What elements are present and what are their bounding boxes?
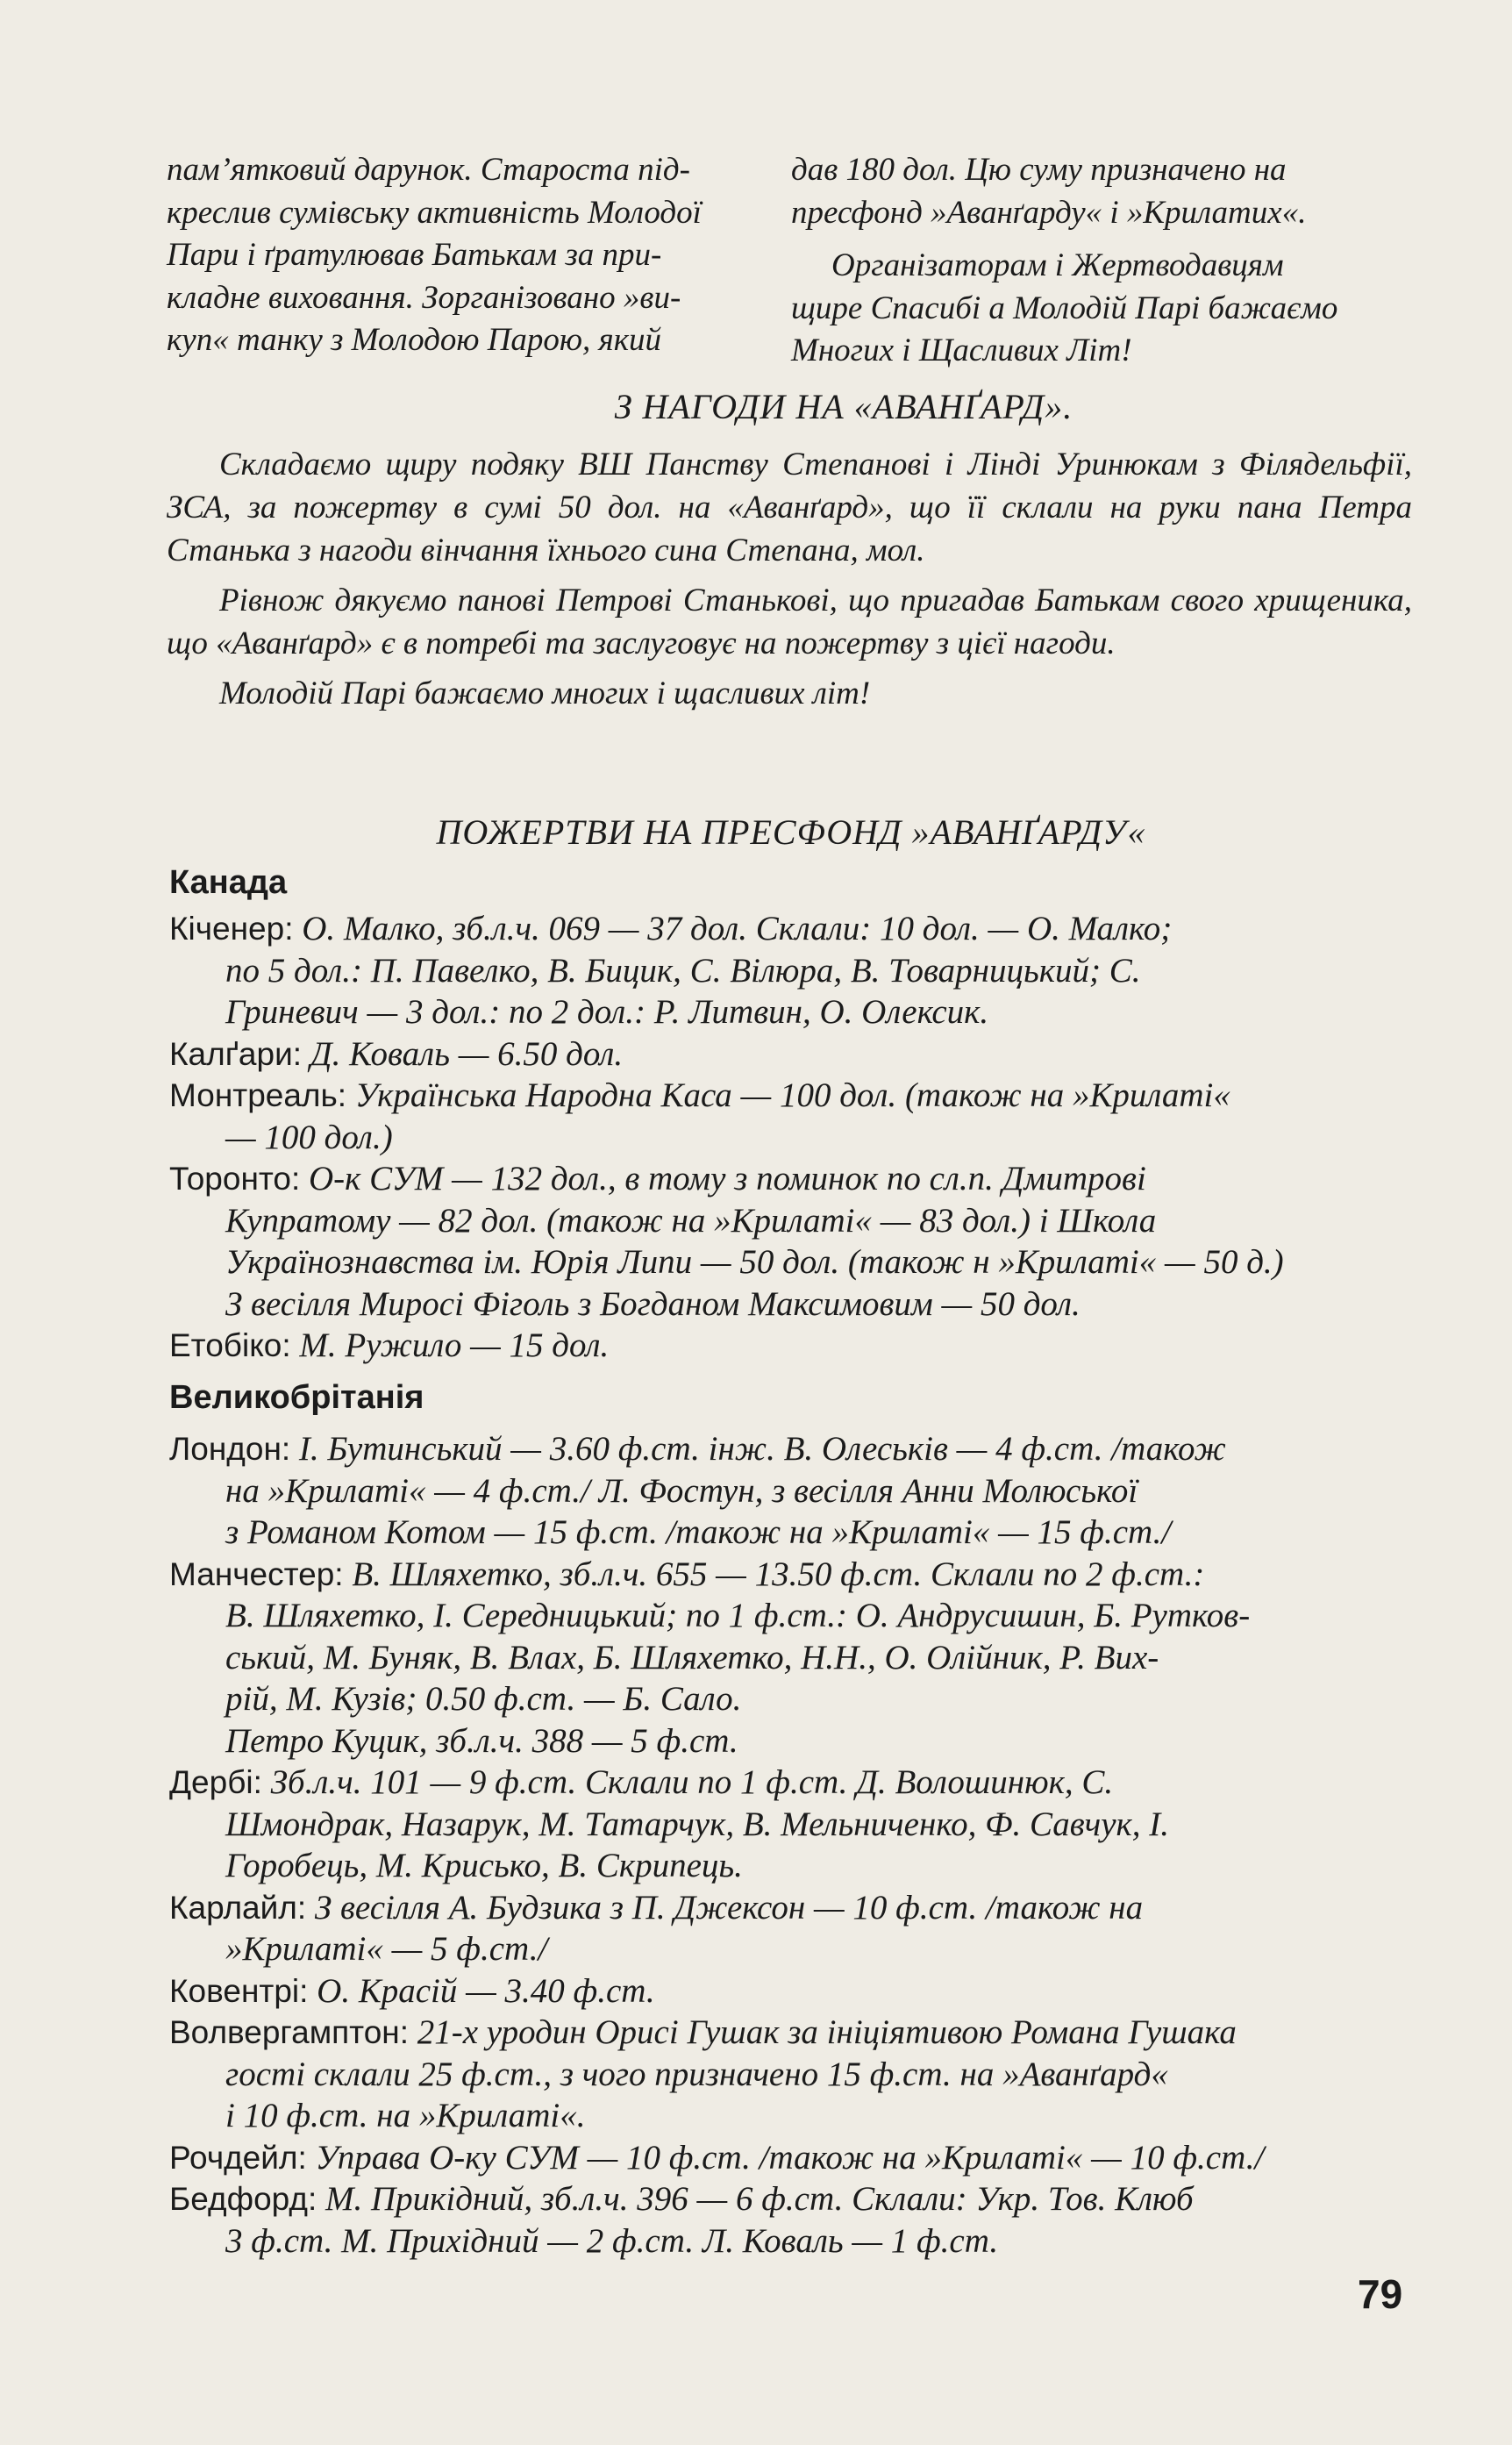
donation-text: М. Ружило — 15 дол. xyxy=(299,1326,610,1364)
paragraph: Молодій Парі бажаємо многих і щасливих літ! xyxy=(219,676,871,711)
donation-text: О-к СУМ — 132 дол., в тому з поминок по сл.п. Дмитрові xyxy=(309,1160,1146,1197)
donation-continuation: Гриневич — 3 дол.: по 2 дол.: Р. Литвин, О. Олексик. xyxy=(225,993,989,1031)
donation-text: Зб.л.ч. 101 — 9 ф.ст. Склали по 1 ф.ст. Д. Волошинюк, С. xyxy=(270,1763,1114,1801)
right-line: Многих і Щасливих Літ! xyxy=(791,332,1132,368)
right-column xyxy=(791,149,1416,373)
city-label: Калґари: xyxy=(169,1035,303,1072)
donation-continuation: — 100 дол.) xyxy=(225,1118,393,1156)
right-line: дав 180 дол. Цю суму призначено на xyxy=(791,152,1287,188)
donation-continuation: »Крилаті« — 5 ф.ст./ xyxy=(225,1930,548,1968)
donation-continuation: з Романом Котом — 15 ф.ст. /також на »Крилаті« — 15 ф.ст./ xyxy=(225,1513,1172,1551)
donation-text: 21-х уродин Орисі Гушак за ініціятивою Романа Гушака xyxy=(417,2013,1237,2051)
donation-entry xyxy=(169,2012,1415,2137)
donation-text: Українська Народна Каса — 100 дол. (також на »Крилаті« xyxy=(354,1076,1230,1114)
donation-entry xyxy=(169,1887,1415,1970)
paragraph: Рівнож дякуємо панові Петрові Станькові, що пригадав Батькам свого хрищеника, що «Аванґард» є в потребі та заслуговує на пожертву з цієї нагоди. xyxy=(167,583,1412,661)
donation-continuation: Українознавства ім. Юрія Липи — 50 дол. (також н »Крилаті« — 50 д.) xyxy=(225,1243,1284,1281)
donation-continuation: З весілля Миросі Фіголь з Богданом Максимовим — 50 дол. xyxy=(225,1284,1081,1323)
city-label: Бедфорд: xyxy=(169,2181,317,2217)
donation-entry xyxy=(169,908,1415,1033)
donation-continuation: Горобець, М. Крисько, В. Скрипець. xyxy=(225,1847,743,1884)
donation-entry xyxy=(169,1970,1415,2012)
paragraph: Складаємо щиру подяку ВШ Панству Степанові і Лінді Уринюкам з Філядельфії, ЗСА, за пожертву в сумі 50 дол. на «Аванґард», що її склали на руки пана Петра Станька з нагоди вінчання їхнього сина Степана, мол. xyxy=(167,447,1412,568)
city-label: Кіченер: xyxy=(169,911,294,947)
donation-text: О. Малко, зб.л.ч. 069 — 37 дол. Склали: 10 дол. — О. Малко; xyxy=(302,910,1173,947)
city-label: Дербі: xyxy=(169,1764,262,1800)
donation-continuation: рій, М. Кузів; 0.50 ф.ст. — Б. Сало. xyxy=(225,1680,742,1718)
country-heading-canada: Канада xyxy=(169,864,288,901)
city-label: Карлайл: xyxy=(169,1889,307,1926)
donation-text: Д. Коваль — 6.50 дол. xyxy=(310,1034,624,1073)
left-line: кладне виховання. Зорганізовано »ви- xyxy=(167,279,681,316)
donation-entry xyxy=(169,1033,1415,1076)
donation-continuation: на »Крилаті« — 4 ф.ст./ Л. Фостун, з весілля Анни Молюської xyxy=(225,1471,1138,1510)
donation-text: І. Бутинський — 3.60 ф.ст. інж. В. Олеськів — 4 ф.ст. /також xyxy=(298,1430,1226,1468)
donation-entry xyxy=(169,1762,1415,1887)
city-label: Рочдейл: xyxy=(169,2139,307,2176)
city-label: Етобіко: xyxy=(169,1327,291,1363)
right-line: Організаторам і Жертводавцям xyxy=(831,247,1284,283)
city-label: Ковентрі: xyxy=(169,1972,309,2009)
right-line: пресфонд »Аванґарду« і »Крилатих«. xyxy=(791,194,1307,231)
donation-text: В. Шляхетко, зб.л.ч. 655 — 13.50 ф.ст. Склали по 2 ф.ст.: xyxy=(352,1555,1205,1593)
donation-text: З весілля А. Будзика з П. Джексон — 10 ф.ст. /також на xyxy=(314,1888,1144,1927)
donation-continuation: Шмондрак, Назарук, М. Татарчук, В. Мельниченко, Ф. Савчук, І. xyxy=(225,1805,1170,1843)
donation-entry xyxy=(169,1158,1415,1325)
left-line: куп« танку з Молодою Парою, який xyxy=(167,322,662,358)
donation-entry xyxy=(169,1075,1415,1158)
left-line: креслив сумівську активність Молодої xyxy=(167,194,702,231)
donation-entry xyxy=(169,1428,1415,1554)
city-label: Волвергамптон: xyxy=(169,2014,409,2050)
left-line: пам’ятковий дарунок. Староста під- xyxy=(167,152,690,188)
left-line: Пари і ґратулював Батькам за при- xyxy=(167,237,662,273)
country-heading-uk: Великобрітанія xyxy=(169,1379,424,1416)
donation-continuation: і 10 ф.ст. на »Крилаті«. xyxy=(225,2097,586,2134)
donation-continuation: Купратому — 82 дол. (також на »Крилаті« — 83 дол.) і Школа xyxy=(225,1201,1157,1240)
donation-continuation: ський, М. Буняк, В. Влах, Б. Шляхетко, Н.Н., О. Олійник, Р. Вих- xyxy=(225,1638,1159,1676)
right-line: щире Спасибі а Молодій Парі бажаємо xyxy=(791,290,1338,326)
uk-donations xyxy=(169,1428,1415,2262)
city-label: Манчестер: xyxy=(169,1555,344,1592)
city-label: Монтреаль: xyxy=(169,1077,347,1113)
thanks-paragraphs xyxy=(167,443,1412,722)
donation-text: Управа О-ку СУМ — 10 ф.ст. /також на »Крилаті« — 10 ф.ст./ xyxy=(315,2138,1265,2177)
donation-continuation: 3 ф.ст. М. Прихідний — 2 ф.ст. Л. Коваль — 1 ф.ст. xyxy=(225,2221,999,2260)
donation-entry xyxy=(169,2137,1415,2179)
city-label: Лондон: xyxy=(169,1431,291,1467)
section-heading-occasion: З НАГОДИ НА «АВАНҐАРД». xyxy=(614,387,1073,426)
donation-continuation: В. Шляхетко, І. Середницький; по 1 ф.ст.: О. Андрусишин, Б. Рутков- xyxy=(225,1597,1251,1634)
left-column xyxy=(167,149,763,362)
donation-text: М. Прикідний, зб.л.ч. 396 — 6 ф.ст. Склали: Укр. Тов. Клюб xyxy=(325,2180,1194,2218)
city-label: Торонто: xyxy=(169,1161,301,1197)
donation-text: О. Красій — 3.40 ф.ст. xyxy=(317,1971,655,2010)
canada-donations xyxy=(169,908,1415,1367)
donation-entry xyxy=(169,1554,1415,1762)
donation-entry xyxy=(169,1325,1415,1367)
donation-entry xyxy=(169,2178,1415,2262)
page-number: 79 xyxy=(1358,2271,1403,2317)
donation-continuation: гості склали 25 ф.ст., з чого призначено 15 ф.ст. на »Аванґард« xyxy=(225,2055,1168,2093)
section-heading-pressfund: ПОЖЕРТВИ НА ПРЕСФОНД »АВАНҐАРДУ« xyxy=(436,812,1146,852)
donation-continuation: по 5 дол.: П. Павелко, В. Бицик, С. Вілюра, В. Товарницький; С. xyxy=(225,951,1141,990)
donation-continuation: Петро Куцик, зб.л.ч. 388 — 5 ф.ст. xyxy=(225,1721,738,1760)
